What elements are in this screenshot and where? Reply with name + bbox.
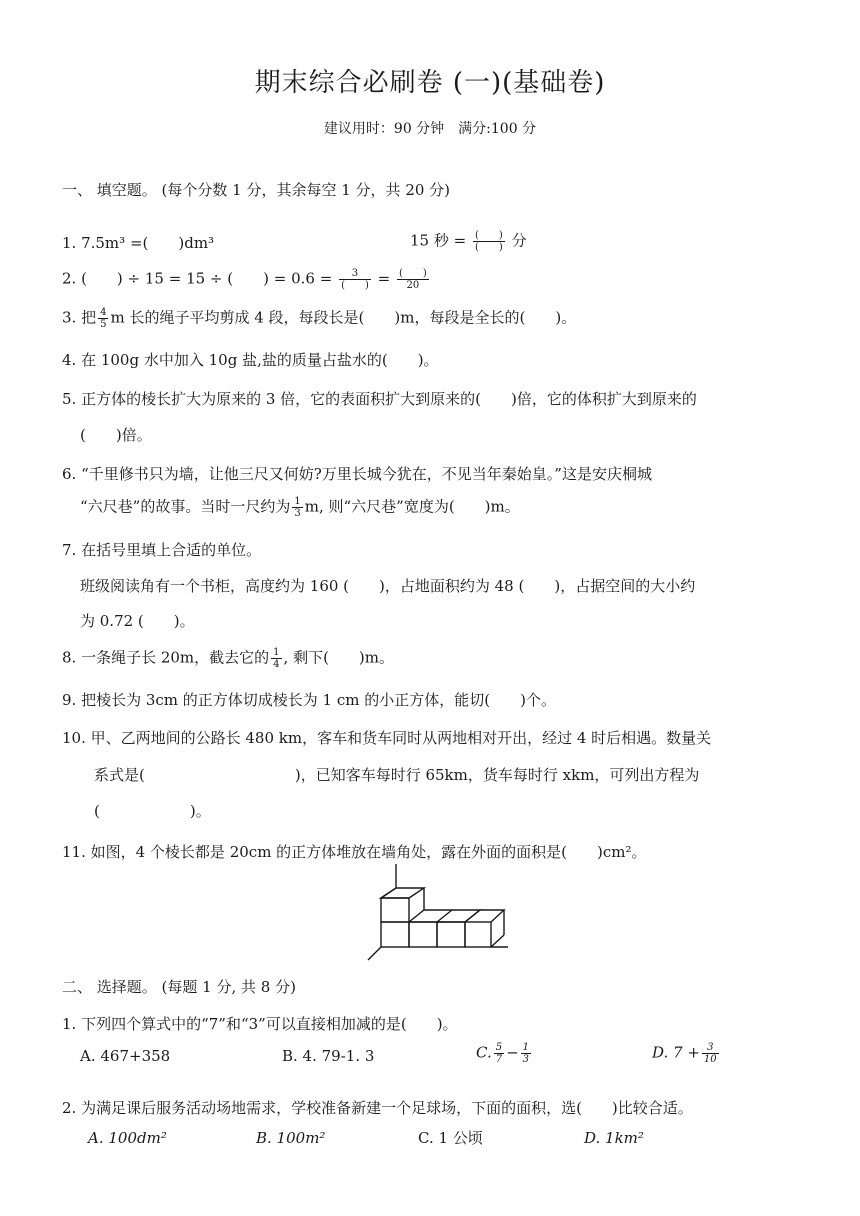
floor-edge-line	[368, 947, 381, 960]
question-s2-1: 1. 下列四个算式中的“7”和“3”可以直接相加减的是( )。	[62, 1015, 458, 1033]
fraction-denominator: 5	[100, 319, 107, 330]
question-2-fraction-1	[339, 268, 371, 291]
fraction-denominator: 20	[406, 280, 420, 291]
fraction-numerator: 5	[495, 1042, 503, 1053]
option-d-fraction	[702, 1042, 719, 1065]
option-d-label: D. 7 +	[652, 1043, 700, 1062]
question-1b-unit: 分	[511, 231, 527, 250]
cube-front-face	[381, 898, 409, 922]
minus-sign: −	[506, 1043, 519, 1062]
cube-front-face	[409, 922, 437, 947]
option-c-label: C.	[476, 1043, 492, 1062]
section-1-heading: 一、 填空题。 (每个分数 1 分，其余每空 1 分，共 20 分)	[62, 181, 451, 199]
question-3-text-post: m 长的绳子平均剪成 4 段，每段长是( )m，每段是全长的( )。	[110, 308, 577, 327]
cube-top-face	[381, 888, 424, 898]
cube-top-face	[465, 910, 504, 922]
question-6b-text-pre: “六尺巷”的故事。当时一尺约为	[80, 497, 291, 516]
question-10a: 10. 甲、乙两地间的公路长 480 km，客车和货车同时从两地相对开出，经过 4 时后相遇。数量关	[62, 729, 712, 747]
option-c	[476, 1042, 533, 1065]
fraction-numerator: ( )	[399, 268, 427, 279]
fraction-numerator: 3	[339, 268, 371, 280]
question-6a: 6. “千里修书只为墙，让他三尺又何妨?万里长城今犹在，不见当年秦始皇。”这是安庆桐城	[62, 465, 652, 483]
stacked-cubes-figure	[366, 860, 510, 964]
question-1b-text: 15 秒 =	[410, 231, 467, 250]
fraction-numerator: 3	[702, 1042, 719, 1054]
fraction-denominator: 3	[522, 1054, 530, 1065]
fraction-numerator: ( )	[474, 230, 503, 241]
cube-edge	[437, 910, 452, 922]
question-1a: 1. 7.5m³ =( )dm³	[62, 234, 215, 252]
fraction-numerator: 4	[100, 307, 107, 318]
fraction-denominator: ( )	[341, 280, 369, 291]
question-3-fraction	[98, 307, 108, 330]
fraction-numerator: 1	[273, 647, 280, 658]
question-1b-fraction	[473, 230, 505, 253]
option-c: C. 1 公顷	[418, 1129, 483, 1147]
option-a: A. 100dm²	[88, 1129, 167, 1147]
option-c-fraction-2	[521, 1042, 531, 1065]
cube-front-face	[465, 922, 491, 947]
question-9: 9. 把棱长为 3cm 的正方体切成棱长为 1 cm 的小正方体，能切( )个。	[62, 691, 556, 709]
page-title: 期末综合必刷卷 (一)(基础卷)	[254, 68, 606, 98]
option-d	[652, 1042, 721, 1065]
question-3-text-pre: 3. 把	[62, 308, 97, 327]
question-7b: 班级阅读角有一个书柜，高度约为 160 ( )，占地面积约为 48 ( )，占据空间的大小约	[80, 577, 696, 595]
fraction-numerator: 1	[294, 496, 301, 507]
section-2-heading: 二、 选择题。 (每题 1 分, 共 8 分)	[62, 978, 296, 996]
option-b: B. 100m²	[256, 1129, 326, 1147]
question-3	[62, 307, 576, 330]
question-10c: ( )。	[94, 802, 211, 820]
cube-front-face	[437, 922, 465, 947]
question-8-text-post: , 剩下( )m。	[283, 648, 395, 667]
option-a: A. 467+358	[80, 1047, 171, 1065]
question-6b	[80, 496, 520, 519]
option-c-fraction-1	[494, 1042, 504, 1065]
question-2	[62, 268, 431, 291]
question-5a: 5. 正方体的棱长扩大为原来的 3 倍，它的表面积扩大到原来的( )倍，它的体积扩大到原来的	[62, 390, 697, 408]
question-6b-text-post: m, 则“六尺巷”宽度为( )m。	[304, 497, 520, 516]
question-10b: 系式是( )，已知客车每时行 65km，货车每时行 xkm，可列出方程为	[94, 766, 700, 784]
question-8-text-pre: 8. 一条绳子长 20m，截去它的	[62, 648, 270, 667]
question-11: 11. 如图，4 个棱长都是 20cm 的正方体堆放在墙角处，露在外面的面积是( )cm²。	[62, 843, 647, 861]
question-s2-2: 2. 为满足课后服务活动场地需求，学校准备新建一个足球场，下面的面积，选( )比较合适。	[62, 1099, 693, 1117]
question-5b: ( )倍。	[80, 426, 152, 444]
fraction-denominator: 10	[703, 1054, 717, 1065]
fraction-denominator: ( )	[474, 242, 503, 253]
equals-sign: =	[377, 269, 391, 288]
question-8	[62, 647, 394, 670]
question-2-text: 2. ( ) ÷ 15 = 15 ÷ ( ) = 0.6 =	[62, 269, 333, 288]
fraction-denominator: 3	[294, 508, 301, 519]
fraction-numerator: 1	[522, 1042, 530, 1053]
question-2-fraction-2	[397, 268, 429, 291]
question-1b	[410, 230, 527, 253]
question-7c: 为 0.72 ( )。	[80, 612, 195, 630]
question-4: 4. 在 100g 水中加入 10g 盐,盐的质量占盐水的( )。	[62, 351, 439, 369]
exam-info: 建议用时：90 分钟 满分:100 分	[323, 121, 537, 137]
question-6b-fraction	[292, 496, 302, 519]
option-b: B. 4. 79-1. 3	[282, 1047, 375, 1065]
fraction-denominator: 4	[273, 659, 280, 670]
cube-front-face	[381, 922, 409, 947]
question-8-fraction	[271, 647, 281, 670]
question-7a: 7. 在括号里填上合适的单位。	[62, 541, 262, 559]
fraction-denominator: 7	[495, 1054, 503, 1065]
cube-edge	[491, 935, 504, 947]
option-d: D. 1km²	[584, 1129, 644, 1147]
